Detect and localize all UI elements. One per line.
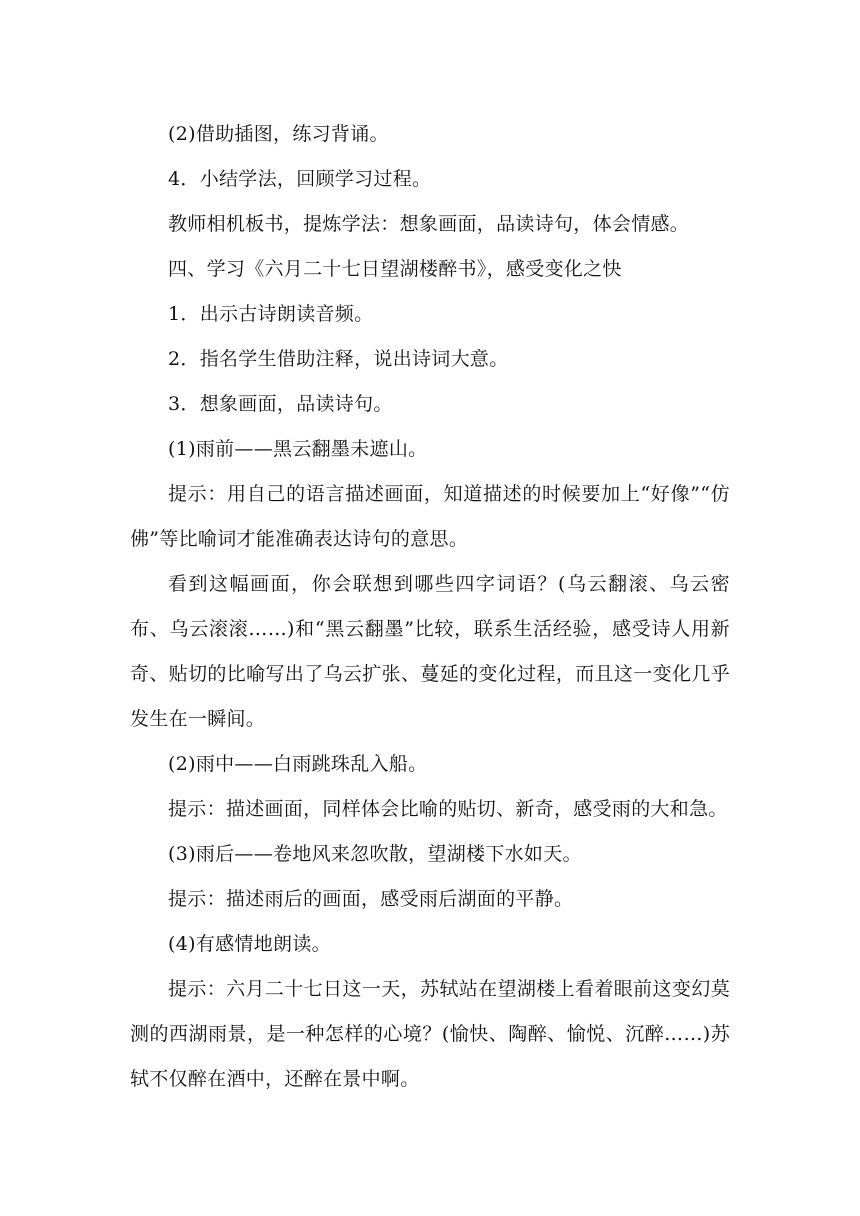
- paragraph-before-rain: (1)雨前——黑云翻墨未遮山。: [168, 438, 428, 460]
- paragraph-during-rain: (2)雨中——白雨跳珠乱入船。: [168, 753, 428, 775]
- paragraph-step-4-summary: 4．小结学法，回顾学习过程。: [168, 168, 432, 190]
- document-body: [130, 112, 730, 1102]
- paragraph-board-writing: 教师相机板书，提炼学法：想象画面，品读诗句，体会情感。: [168, 213, 690, 235]
- paragraph-four-character-words: 看到这幅画面，你会联想到哪些四字词语？(乌云翻滚、乌云密布、乌云滚滚……)和“黑云翻墨”比较，联系生活经验，感受诗人用新奇、贴切的比喻写出了乌云扩张、蔓延的变化过程，而且这一变化几乎发生在一瞬间。: [130, 573, 730, 730]
- paragraph-hint-su-shi: 提示：六月二十七日这一天，苏轼站在望湖楼上看着眼前这变幻莫测的西湖雨景，是一种怎样的心境？(愉快、陶醉、愉悦、沉醉……)苏轼不仅醉在酒中，还醉在景中啊。: [130, 978, 730, 1090]
- section-heading-four: 四、学习《六月二十七日望湖楼醉书》，感受变化之快: [168, 258, 622, 280]
- paragraph-after-rain: (3)雨后——卷地风来忽吹散，望湖楼下水如天。: [168, 843, 582, 865]
- paragraph-hint-rain: 提示：描述画面，同样体会比喻的贴切、新奇，感受雨的大和急。: [168, 798, 728, 820]
- paragraph-step-1-audio: 1．出示古诗朗读音频。: [168, 303, 374, 325]
- paragraph-step-3-imagine: 3．想象画面，品读诗句。: [168, 393, 393, 415]
- paragraph-step-2-meaning: 2．指名学生借助注释，说出诗词大意。: [168, 348, 509, 370]
- paragraph-read-with-emotion: (4)有感情地朗读。: [168, 933, 331, 955]
- paragraph-hint-metaphor: 提示：用自己的语言描述画面，知道描述的时候要加上“好像”“仿佛”等比喻词才能准确表达诗句的意思。: [130, 483, 730, 550]
- paragraph-step-2-recite: (2)借助插图，练习背诵。: [168, 123, 389, 145]
- paragraph-hint-calm-lake: 提示：描述雨后的画面，感受雨后湖面的平静。: [168, 888, 574, 910]
